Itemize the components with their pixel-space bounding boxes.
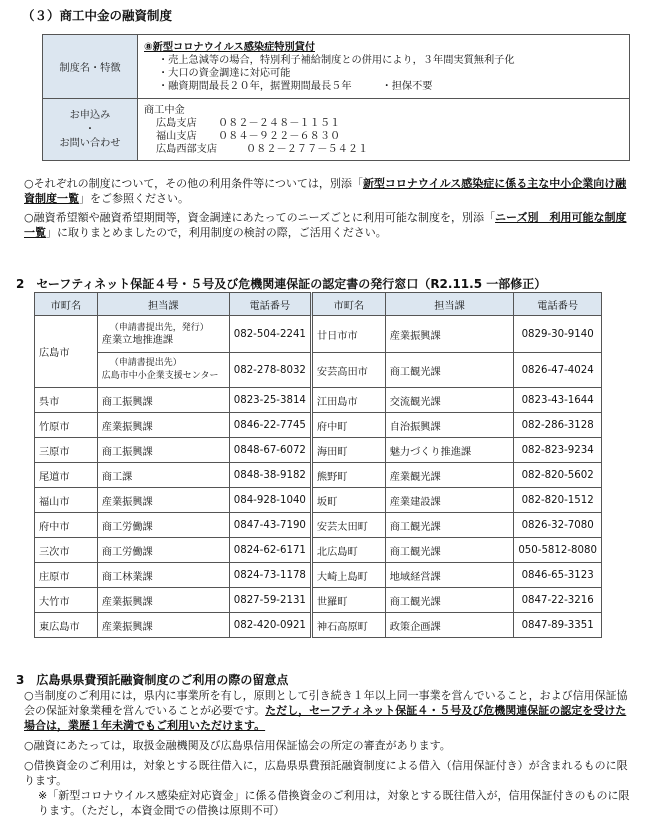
dept-cell: 商工観光課 — [385, 513, 514, 538]
city-cell: 広島市 — [35, 316, 98, 388]
dept-cell: 商工労働課 — [97, 538, 229, 563]
tel-cell: 082-504-2241 — [229, 316, 311, 353]
dept-cell: 産業振興課 — [97, 613, 229, 638]
tel-cell: 082-820-5602 — [514, 463, 602, 488]
dept-cell: 商工観光課 — [385, 353, 514, 388]
dept-cell: 交流観光課 — [385, 388, 514, 413]
section3-heading: （３）商工中金の融資制度 — [22, 8, 173, 23]
tel-cell: 0824-73-1178 — [229, 563, 311, 588]
dept-cell: 産業建設課 — [385, 488, 514, 513]
link-needs-list[interactable]: ニーズ別 利用可能な制度一覧 — [24, 211, 627, 239]
label-contact: お申込み ・ お問い合わせ — [43, 99, 138, 161]
table-row — [35, 438, 602, 463]
dept-cell: 産業観光課 — [385, 463, 514, 488]
dept-cell: 自治振興課 — [385, 413, 514, 438]
certification-office-table — [34, 292, 602, 638]
feature-line: ・売上急減等の場合，特別利子補給制度との併用により，３年間実質無利子化 — [158, 54, 515, 66]
tel-cell: 082-420-0921 — [229, 613, 311, 638]
city-cell: 坂町 — [311, 488, 385, 513]
city-cell: 安芸高田市 — [311, 353, 385, 388]
city-cell: 熊野町 — [311, 463, 385, 488]
table-row — [35, 613, 602, 638]
city-cell: 福山市 — [35, 488, 98, 513]
tel-cell: 0846-22-7745 — [229, 413, 311, 438]
city-cell: 府中市 — [35, 513, 98, 538]
contact-info — [138, 99, 630, 161]
dept-cell: 商工観光課 — [385, 538, 514, 563]
city-cell: 世羅町 — [311, 588, 385, 613]
branch-row: 福山支店 ０８４－９２２－６８３０ — [156, 130, 341, 142]
tel-cell: 082-286-3128 — [514, 413, 602, 438]
link-system-list[interactable]: 新型コロナウイルス感染症に係る主な中小企業向け融資制度一覧 — [24, 177, 627, 205]
city-cell: 神石高原町 — [311, 613, 385, 638]
col-header: 担当課 — [385, 293, 514, 316]
table-row — [35, 413, 602, 438]
col-header: 担当課 — [97, 293, 229, 316]
tel-cell: 082-278-8032 — [229, 353, 311, 388]
col-header: 電話番号 — [514, 293, 602, 316]
note-1: ○それぞれの制度について，その他の利用条件等については，別添「新型コロナウイルス感染症に係る主な中小企業向け融資制度一覧」をご参照ください。 — [24, 177, 627, 205]
city-cell: 府中町 — [311, 413, 385, 438]
dept-cell: 商工課 — [97, 463, 229, 488]
note-p2: ○融資にあたっては，取扱金融機関及び広島県信用保証協会の所定の審査があります。 — [24, 739, 451, 752]
dept-cell: 産業振興課 — [385, 316, 514, 353]
col-header: 市町名 — [35, 293, 98, 316]
shokochukin-table — [42, 34, 630, 161]
city-cell: 庄原市 — [35, 563, 98, 588]
system-features — [138, 35, 630, 99]
tel-cell: 082-820-1512 — [514, 488, 602, 513]
note-p3: ○借換資金のご利用は，対象とする既往借入に，広島県県費預託融資制度による借入（信用保証付き）が含まれるものに限ります。 — [24, 759, 628, 787]
tel-cell: 0823-43-1644 — [514, 388, 602, 413]
table-row — [35, 388, 602, 413]
tel-cell: 0826-32-7080 — [514, 513, 602, 538]
table-row — [35, 488, 602, 513]
city-cell: 江田島市 — [311, 388, 385, 413]
city-cell: 大崎上島町 — [311, 563, 385, 588]
dept-cell: （申請書提出先，発行） 産業立地推進課 — [97, 316, 229, 353]
tel-cell: 0846-65-3123 — [514, 563, 602, 588]
tel-cell: 0824-62-6171 — [229, 538, 311, 563]
table-row — [35, 463, 602, 488]
dept-cell: 産業振興課 — [97, 488, 229, 513]
section2-heading: 2 セーフティネット保証４号・５号及び危機関連保証の認定書の発行窓口（R2.11.5 一部修正） — [16, 277, 547, 291]
branch-row: 広島支店 ０８２－２４８－１１５１ — [156, 117, 341, 129]
tel-cell: 0847-43-7190 — [229, 513, 311, 538]
dept-cell: 商工振興課 — [97, 438, 229, 463]
table-row — [35, 538, 602, 563]
city-cell: 大竹市 — [35, 588, 98, 613]
city-cell: 尾道市 — [35, 463, 98, 488]
table-header-row — [35, 293, 602, 316]
dept-cell: 商工観光課 — [385, 588, 514, 613]
dept-cell: 商工振興課 — [97, 388, 229, 413]
table-row — [35, 563, 602, 588]
note-p4: ※「新型コロナウイルス感染症対応資金」に係る借換資金のご利用は，対象とする既往借入が，信用保証付きのものに限ります。（ただし，本資金間での借換は原則不可） — [38, 789, 630, 817]
city-cell: 東広島市 — [35, 613, 98, 638]
dept-cell: 産業振興課 — [97, 413, 229, 438]
col-header: 電話番号 — [229, 293, 311, 316]
dept-cell: 政策企画課 — [385, 613, 514, 638]
dept-cell: 商工林業課 — [97, 563, 229, 588]
city-cell: 安芸太田町 — [311, 513, 385, 538]
dept-cell: （申請書提出先） 広島市中小企業支援センター — [97, 353, 229, 388]
city-cell: 竹原市 — [35, 413, 98, 438]
tel-cell: 082-823-9234 — [514, 438, 602, 463]
branch-row: 広島西部支店 ０８２－２７７－５４２１ — [156, 143, 369, 155]
tel-cell: 050-5812-8080 — [514, 538, 602, 563]
tel-cell: 0847-22-3216 — [514, 588, 602, 613]
city-cell: 廿日市市 — [311, 316, 385, 353]
section3b-heading: 3 広島県県費預託融資制度のご利用の際の留意点 — [16, 673, 289, 687]
label-system-name: 制度名・特徴 — [43, 35, 138, 99]
tel-cell: 0847-89-3351 — [514, 613, 602, 638]
table-row — [35, 353, 602, 388]
dept-cell: 産業振興課 — [97, 588, 229, 613]
tel-cell: 0826-47-4024 — [514, 353, 602, 388]
tel-cell: 084-928-1040 — [229, 488, 311, 513]
col-header: 市町名 — [311, 293, 385, 316]
tel-cell: 0848-38-9182 — [229, 463, 311, 488]
dept-cell: 商工労働課 — [97, 513, 229, 538]
tel-cell: 0848-67-6072 — [229, 438, 311, 463]
table-row — [35, 513, 602, 538]
feature-line: ・融資期間最長２０年，据置期間最長５年 ・担保不要 — [158, 80, 433, 92]
table-row — [35, 316, 602, 353]
note-2: ○融資希望額や融資希望期間等，資金調達にあたってのニーズごとに利用可能な制度を，別添「ニーズ別 利用可能な制度一覧」に取りまとめましたので，利用制度の検討の際，ご活用ください。 — [24, 211, 627, 239]
tel-cell: 0823-25-3814 — [229, 388, 311, 413]
system-title: ⑧新型コロナウイルス感染症特別貸付 — [144, 41, 316, 53]
city-cell: 呉市 — [35, 388, 98, 413]
note-p1: ○当制度のご利用には，県内に事業所を有し，原則として引き続き１年以上同一事業を営んでいること，および信用保証協会の保証対象業種を営んでいることが必要です。ただし，セーフティネット保証４・５号及び危機関連保証の認定を受けた場合は，業歴１年未満でもご利用いただけます。 — [24, 689, 628, 732]
dept-cell: 地域経営課 — [385, 563, 514, 588]
table-row — [35, 588, 602, 613]
tel-cell: 0829-30-9140 — [514, 316, 602, 353]
org-name: 商工中金 — [144, 104, 185, 116]
city-cell: 海田町 — [311, 438, 385, 463]
dept-cell: 魅力づくり推進課 — [385, 438, 514, 463]
tel-cell: 0827-59-2131 — [229, 588, 311, 613]
feature-line: ・大口の資金調達に対応可能 — [158, 67, 291, 79]
city-cell: 北広島町 — [311, 538, 385, 563]
city-cell: 三原市 — [35, 438, 98, 463]
city-cell: 三次市 — [35, 538, 98, 563]
